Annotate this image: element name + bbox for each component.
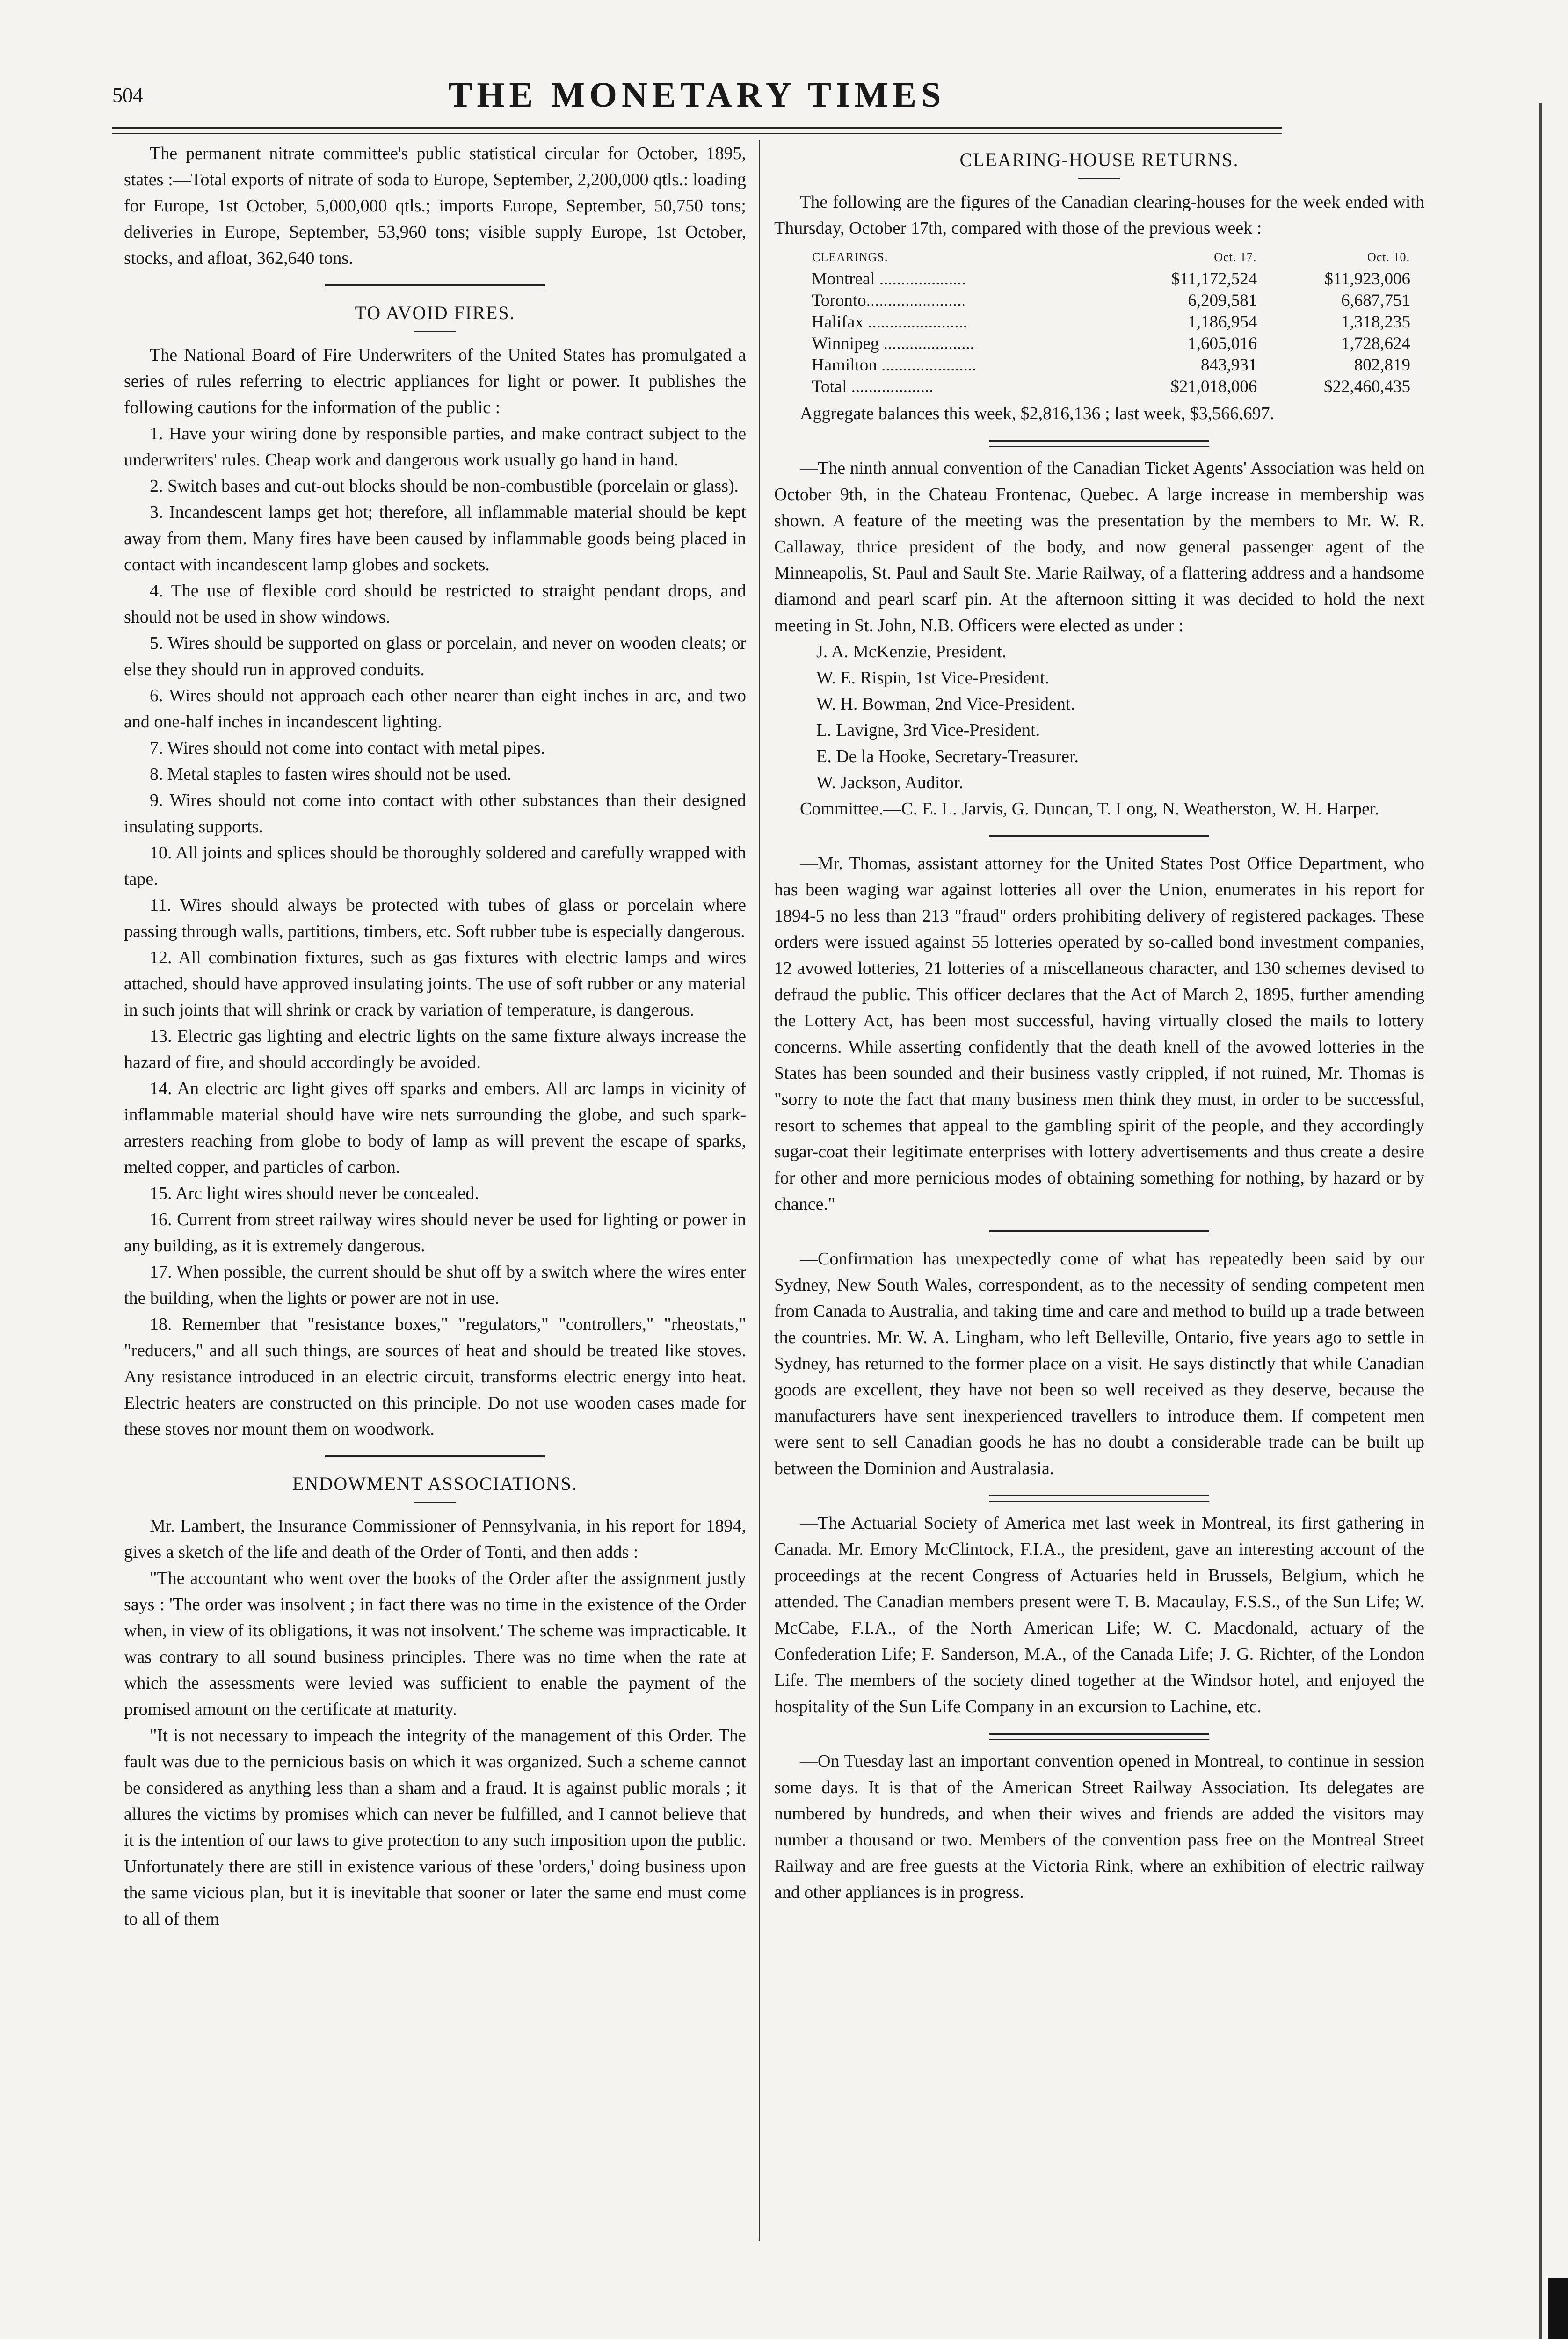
total-value: $21,018,006 [1170, 377, 1257, 396]
sydney-paragraph: —Confirmation has unexpectedly come of what has repeatedly been said by our Sydney, New South Wales, correspondent, as to the necessity of sending competent men from Canada to Australia, and taking time and care and method to build up a trade between the countries. Mr. W. A. Lingham, who left Belleville, Ontario, five years ago to settle in Sydney, has returned to the former place on a visit. He says distinctly that while Canadian goods are excellent, they have not been so well received as they deserve, because the manufacturers have sent inexperienced travellers to introduce them. If competent men were sent to sell Canadian goods he has no doubt a considerable trade can be built up between the Dominion and Australasia. [774, 1249, 1424, 1478]
section-separator [989, 1733, 1209, 1740]
aggregate-balances: Aggregate balances this week, $2,816,136 ; last week, $3,566,697. [800, 404, 1275, 423]
lottery-paragraph: —Mr. Thomas, assistant attorney for the United States Post Office Department, who has been waging war against lotteries all over the Union, enumerates in his report for 1894-5 no less than 213 "fraud" orders prohibiting delivery of registered packages. These orders were issued against 55 lotteries operated by so-called bond investment companies, 12 avowed lotteries, 21 lotteries of a miscellaneous character, and 130 schemes devised to defraud the public. This officer declares that the Act of March 2, 1895, further amending the Lottery Act, has been most successful, having virtually closed the mails to lottery concerns. While asserting confidently that the death knell of the avowed lotteries in the States has been sounded and their business vastly crippled, if not ruined, Mr. Thomas is "sorry to note the fact that many business men think they must, in order to be successful, resort to schemes that appeal to the gambling spirit of the people, and they accordingly sugar-coat their legitimate enterprises with lottery advertisements and thus create a desire for other and more pernicious modes of obtaining something for nothing, by hazard or by chance." [774, 854, 1424, 1214]
section-separator [989, 1495, 1209, 1502]
clearing-heading: CLEARING-HOUSE RETURNS. [959, 149, 1239, 170]
fire-rule: 18. Remember that "resistance boxes," "regulators," "controllers," "rheostats," "reducers," and all such things, are sources of heat and should be treated like stoves. Any resistance introduced in an electric circuit, transforms electric energy into heat. Electric heaters are constructed on this principle. Do not use wooden cases made for these stoves nor mount them on woodwork. [124, 1315, 746, 1439]
right-column [774, 140, 1424, 1905]
heading-rule [414, 331, 456, 332]
page-header [112, 75, 1282, 126]
left-column [124, 140, 746, 1932]
fires-heading: TO AVOID FIRES. [355, 302, 515, 323]
fire-rule: 4. The use of flexible cord should be restricted to straight pendant drops, and should not be used in show windows. [124, 581, 746, 627]
officer-line: E. De la Hooke, Secretary-Treasurer. [816, 747, 1079, 766]
fire-rule: 1. Have your wiring done by responsible parties, and make contract subject to the underwriters' rules. Cheap work and dangerous work usually go hand in hand. [124, 424, 746, 470]
fire-rule: 2. Switch bases and cut-out blocks should be non-combustible (porcelain or glass). [150, 476, 739, 496]
heading-rule [414, 1502, 456, 1503]
fire-rule: 15. Arc light wires should never be concealed. [150, 1184, 479, 1203]
officer-line: W. H. Bowman, 2nd Vice-President. [816, 694, 1075, 714]
total-value: $22,460,435 [1324, 377, 1410, 396]
officer-line: L. Lavigne, 3rd Vice-President. [816, 720, 1040, 740]
section-separator [989, 1230, 1209, 1237]
heading-rule [1078, 178, 1120, 179]
endowment-heading: ENDOWMENT ASSOCIATIONS. [292, 1473, 578, 1494]
value-cell: 1,728,624 [1341, 334, 1410, 353]
value-cell: 6,209,581 [1188, 291, 1257, 310]
fires-rules-list [124, 421, 746, 1442]
officer-line: W. E. Rispin, 1st Vice-President. [816, 668, 1050, 688]
fire-rule: 10. All joints and splices should be thoroughly soldered and carefully wrapped with tape. [124, 843, 746, 889]
section-separator [325, 284, 545, 291]
fire-rule: 13. Electric gas lighting and electric lights on the same fixture always increase the hazard of fire, and should accordingly be avoided. [124, 1026, 746, 1072]
page-number: 504 [112, 84, 143, 107]
officer-line: W. Jackson, Auditor. [816, 773, 964, 792]
table-row [812, 290, 1410, 312]
fire-rule: 6. Wires should not approach each other nearer than eight inches in arc, and two and one-half inches in incandescent lighting. [124, 686, 746, 732]
value-cell: $11,172,524 [1171, 269, 1257, 289]
value-cell: 1,318,235 [1341, 312, 1410, 332]
table-header: Oct. 10. [1367, 250, 1410, 264]
city-cell: Montreal .................... [812, 269, 966, 289]
masthead: THE MONETARY TIMES [448, 75, 946, 115]
fire-rule: 7. Wires should not come into contact with metal pipes. [150, 738, 545, 758]
table-header: Oct. 17. [1214, 250, 1257, 264]
section-separator [989, 835, 1209, 842]
table-row [812, 312, 1410, 333]
street-railway-paragraph: —On Tuesday last an important convention opened in Montreal, to continue in session some days. It is that of the American Street Railway Association. Its delegates are numbered by hundreds, and when their wives and friends are added the visitors may number a thousand or two. Members of the convention pass free on the Montreal Street Railway and are free guests at the Victoria Rink, where an exhibition of electric railway and other appliances is in progress. [774, 1751, 1424, 1902]
header-rule [112, 127, 1282, 134]
table-header-row [812, 246, 1410, 269]
fire-rule: 8. Metal staples to fasten wires should not be used. [150, 764, 512, 784]
fire-rule: 5. Wires should be supported on glass or porcelain, and never on wooden cleats; or else they should run in approved conduits. [124, 633, 746, 679]
total-row [812, 376, 1410, 398]
value-cell: 6,687,751 [1341, 291, 1410, 310]
value-cell: 1,186,954 [1188, 312, 1257, 332]
section-separator [325, 1455, 545, 1462]
city-cell: Halifax ....................... [812, 312, 967, 332]
fire-rule: 12. All combination fixtures, such as gas fixtures with electric lamps and wires attached, should have approved insulating joints. The use of soft rubber or any material in such joints that will shrink or crack by variation of temperature, is dangerous. [124, 948, 746, 1020]
value-cell: 843,931 [1200, 356, 1257, 375]
total-label: Total ................... [812, 377, 934, 396]
clearing-intro: The following are the figures of the Canadian clearing-houses for the week ended with Thursday, October 17th, compared with those of the previous week : [774, 192, 1424, 238]
fire-rule: 3. Incandescent lamps get hot; therefore, all inflammable material should be kept away from them. Many fires have been caused by inflammable goods being placed in contact with incandescent lamp globes and sockets. [124, 502, 746, 574]
city-cell: Winnipeg ..................... [812, 334, 974, 353]
fire-rule: 14. An electric arc light gives off sparks and embers. All arc lamps in vicinity of inflammable material should have wire nets surrounding the globe, and such spark-arresters reaching from globe to body of lamp as will prevent the escape of sparks, melted copper, and particles of carbon. [124, 1079, 746, 1177]
city-cell: Toronto....................... [812, 291, 966, 310]
fire-rule: 16. Current from street railway wires should never be used for lighting or power in any building, as it is extremely dangerous. [124, 1210, 746, 1256]
table-row [812, 333, 1410, 355]
ticket-agents-paragraph: —The ninth annual convention of the Canadian Ticket Agents' Association was held on October 9th, in the Chateau Frontenac, Quebec. A large increase in membership was shown. A feature of the meeting was the presentation by the members to Mr. W. R. Callaway, thrice president of the body, and now general passenger agent of the Minneapolis, St. Paul and Sault Ste. Marie Railway, of a flattering address and a handsome diamond and pearl scarf pin. At the afternoon sitting it was decided to hold the next meeting in St. John, N.B. Officers were elected as under : [774, 458, 1424, 635]
table-header: CLEARINGS. [812, 250, 888, 264]
column-divider [759, 140, 760, 2241]
clearing-table [812, 246, 1410, 398]
page-edge-rule [1539, 103, 1542, 2339]
endowment-paragraph: Mr. Lambert, the Insurance Commissioner of Pennsylvania, in his report for 1894, gives a sketch of the life and death of the Order of Tonti, and then adds : [124, 1516, 746, 1562]
fire-rule: 11. Wires should always be protected with tubes of glass or porcelain where passing through walls, partitions, timbers, etc. Soft rubber tube is especially dangerous. [124, 895, 746, 941]
adjacent-page-edge [1488, 103, 1568, 2339]
table-row [812, 355, 1410, 376]
table-row [812, 269, 1410, 290]
value-cell: 1,605,016 [1188, 334, 1257, 353]
nitrate-paragraph: The permanent nitrate committee's public statistical circular for October, 1895, states :—Total exports of nitrate of soda to Europe, September, 2,200,000 qtls.: loading for Europe, 1st October, 5,000,000 qtls.; imports Europe, September, 50,750 tons; deliveries in Europe, September, 53,960 tons; visible supply Europe, 1st October, stocks, and afloat, 362,640 tons. [124, 144, 746, 268]
fire-rule: 9. Wires should not come into contact with other substances than their designed insulating supports. [124, 791, 746, 836]
endowment-paragraph: "It is not necessary to impeach the integrity of the management of this Order. The fault was due to the pernicious basis on which it was organized. Such a scheme cannot be considered as anything less than a sham and a fraud. It is against public morals ; it allures the victims by promises which can never be fulfilled, and I cannot believe that it is the intention of our laws to give protection to any such imposition upon the public. Unfortunately there are still in existence various of these 'orders,' doing business upon the same vicious plan, but it is inevitable that sooner or later the same end must come to all of them [124, 1726, 746, 1929]
value-cell: $11,923,006 [1324, 269, 1410, 289]
committee-line: Committee.—C. E. L. Jarvis, G. Duncan, T. Long, N. Weatherston, W. H. Harper. [800, 799, 1379, 819]
section-separator [989, 440, 1209, 447]
binding-shadow [1548, 2278, 1568, 2339]
city-cell: Hamilton ...................... [812, 356, 977, 375]
endowment-paragraph: "The accountant who went over the books of the Order after the assignment justly says : 'The order was insolvent ; in fact there was no time in the existence of the Order when, in view of its obligations, it was not insolvent.' The scheme was impracticable. It was contrary to all sound business principles. There was no time when the rate at which the assessments were levied was sufficient to enable the payment of the promised amount on the certificate at maturity. [124, 1569, 746, 1719]
fires-intro: The National Board of Fire Underwriters of the United States has promulgated a series of rules referring to electric appliances for light or power. It publishes the following cautions for the information of the public : [124, 345, 746, 417]
actuarial-paragraph: —The Actuarial Society of America met last week in Montreal, its first gathering in Canada. Mr. Emory McClintock, F.I.A., the president, gave an interesting account of the proceedings at the recent Congress of Actuaries held in Brussels, Belgium, which he attended. The Canadian members present were T. B. Macaulay, F.S.S., of the Sun Life; W. McCabe, F.I.A., of the North American Life; W. C. Macdonald, actuary of the Confederation Life; F. Sanderson, M.A., of the Canada Life; J. G. Richter, of the London Life. The members of the society dined together at the Windsor hotel, and enjoyed the hospitality of the Sun Life Company in an excursion to Lachine, etc. [774, 1513, 1424, 1716]
officer-line: J. A. McKenzie, President. [816, 642, 1007, 661]
fire-rule: 17. When possible, the current should be shut off by a switch where the wires enter the building, when the lights or power are not in use. [124, 1262, 746, 1308]
value-cell: 802,819 [1354, 356, 1410, 375]
